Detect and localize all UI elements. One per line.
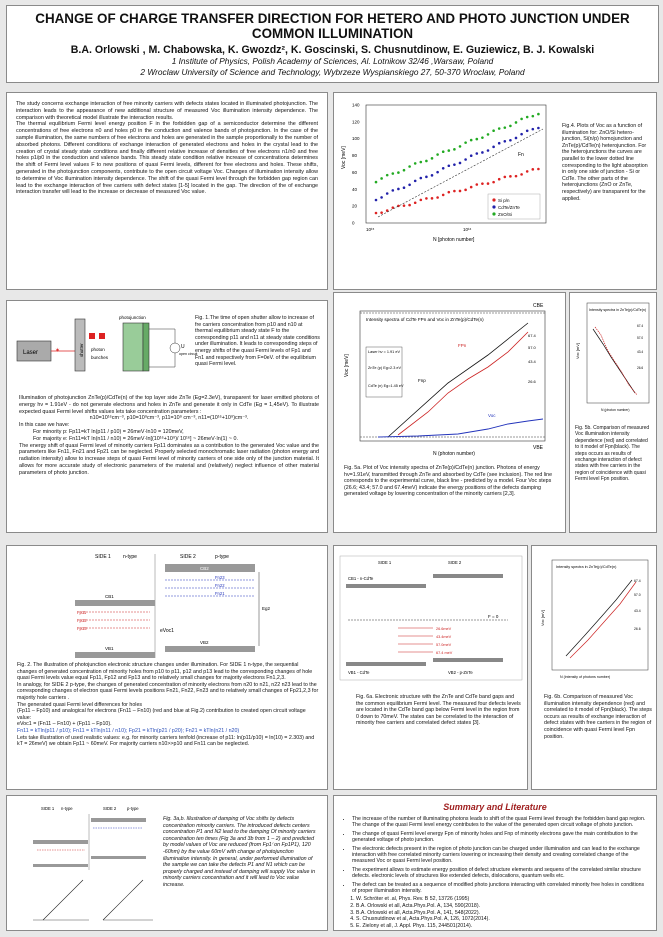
- fig3-ntype: n-type: [61, 806, 73, 811]
- fig4-point: [380, 196, 383, 199]
- fig4-point: [487, 133, 490, 136]
- fig4-point: [380, 177, 383, 180]
- fig4-point: [470, 186, 473, 189]
- fig4-point: [436, 196, 439, 199]
- fig4-point: [448, 149, 451, 152]
- fig2-evoc: eVoc1: [160, 628, 174, 634]
- fig4-legend-1: CdTe/ZnTe: [498, 205, 520, 210]
- laser-label: Laser: [23, 350, 39, 356]
- fig3-panel: [6, 795, 328, 931]
- fig4-point: [459, 162, 462, 165]
- fig4-point: [448, 164, 451, 167]
- affiliation-2: 2 Wroclaw University of Science and Technology, Wybrzeze Wyspianskiego 27, 50-370 Wroclaw, Poland: [140, 67, 525, 77]
- reference-item: 2. B.A. Orlowski et all, Acta.Phys.Pol. A, 134, 590(2018).: [356, 903, 648, 910]
- fig4-legend-0: Si p/n: [498, 198, 510, 203]
- fig5b-panel: [569, 292, 657, 533]
- fig4-legend-2: ZnO/Si: [498, 212, 513, 217]
- fig4-point: [464, 158, 467, 161]
- fig2-fp-2: Fp13: [77, 626, 87, 631]
- fig2-panel: [6, 545, 328, 790]
- fig6a-level-3: 67.4 meV: [436, 651, 453, 655]
- fig4-point: [425, 160, 428, 163]
- fig6a-caption: Fig. 6a. Electronic structure with the ZnTe and CdTe band gaps and the common equilibrium Fermi level. The measured four defects levels are located in the CdTe band gap below Fermi level in the region from 0 down to 70meV. The states can be correlated to the interaction of minority free carriers and correlated defect states [3].: [356, 694, 521, 727]
- fig5a-ylabel: Voc [meV]: [344, 354, 350, 377]
- fig4-point: [453, 190, 456, 193]
- fig4-point: [453, 163, 456, 166]
- fig4-point: [425, 197, 428, 200]
- fig4-point: [442, 150, 445, 153]
- fig4-point: [397, 171, 400, 174]
- fig2-eg2: Eg2: [262, 606, 271, 611]
- fig6a-level-2: 57.0meV: [436, 643, 452, 647]
- fig6a-diagram: [338, 554, 524, 684]
- fig4-point: [414, 162, 417, 165]
- fig5b-tick-3: 26.6: [637, 366, 644, 370]
- fig5a-chart: [338, 297, 563, 462]
- fig2-analogy: In analogy, for SIDE 2 p-type, the changes of generated concentration of minority electrons from n20 to n21, n22 n23 lead to the corresponding changes of electron quasi Fermi levels positions Fn21, Fn22, Fn23 and to relatively small changes of Fp21,2,3 for majority hole carriers .: [17, 681, 319, 701]
- star-icon: ✶: [55, 348, 61, 354]
- fig5b-xlabel: N (photon number): [601, 408, 630, 412]
- fig1-majority: For majority e: Fn11=kT ln(n11 / n10) = 26meV·ln[(10¹⁶+10⁹)/ 10¹⁶] ~ 26meV·ln(1) ~ 0.: [33, 435, 238, 442]
- affiliation-1: 1 Institute of Physics, Polish Academy of Sciences, Al. Lotnikow 32/46 ,Warsaw, Poland: [171, 56, 494, 66]
- fig6a-f0: F = 0: [488, 614, 499, 619]
- fig1-concentrations: n10=10¹⁶cm⁻³, p10=10⁹cm⁻³, p11=10⁹ cm⁻³, n11=(10¹⁶+10⁹)cm⁻³.: [89, 415, 249, 422]
- fig4-point: [420, 161, 423, 164]
- fig4-point: [464, 141, 467, 144]
- fig4-ytick: 0: [352, 220, 355, 226]
- fig4-ytick: 40: [352, 186, 358, 192]
- summary-bullet: • The electronic defects present in the region of photo junction can be charged under illumination and can lead to the exchange interaction with free correlated minority carriers lowering or increasing their density and creating correlated change of the measured Voc or quasi Fermi level position.: [352, 846, 648, 865]
- fig5a-step-0: 67.4: [528, 333, 536, 338]
- fig2-cb2: CB2: [200, 566, 209, 571]
- fig1-body-2: The energy shift of quasi Fermi level of minority carriers Fp11 dominates as a contribution to the generated Voc value and the parameters like Fn11, Fn21 and Fp21 can be neglected. Properly selected monochromatic laser radiation (photon energy and radiation intensity) allow to increase steps of quasi Fermi level of minority carriers of one side only of the junction material. It allows for more accurate study of electronic parameters of the material and (relatively) neglect influence of other material parameters of photo junction.: [19, 442, 319, 476]
- summary-panel: [333, 795, 657, 931]
- references: [342, 896, 648, 929]
- fig4-point: [403, 186, 406, 189]
- fig4-point: [414, 180, 417, 183]
- fig5a-fpn: FPn: [458, 343, 467, 348]
- fig6b-tick-3: 26.6: [634, 627, 641, 631]
- fig5a-cbe: CBE: [533, 303, 544, 309]
- fig4-chart: [338, 99, 558, 254]
- fig5a-xlabel: N (photon number): [433, 451, 475, 457]
- fig4-point: [375, 181, 378, 184]
- fig2-fn-0: Fn23: [215, 575, 225, 580]
- fig4-point: [464, 189, 467, 192]
- fig4-point: [509, 175, 512, 178]
- fig6a-vb2: VB2 - p-ZnTe: [448, 670, 473, 675]
- fig6a-vb1: VB1 - CdTe: [348, 670, 370, 675]
- fig5b-tick-1: 57.0: [637, 336, 644, 340]
- fig4-fn-label: Fn: [518, 152, 524, 158]
- fig4-point: [526, 170, 529, 173]
- fig4-ytick: 120: [352, 119, 360, 125]
- fig4-point: [453, 148, 456, 151]
- fig2-fp-0: Fp11: [77, 610, 87, 615]
- fig1-minority: For minority p: Fp11=kT ln(p11 / p10) = 26meV·ln10 = 120meV,: [33, 428, 184, 435]
- fig4-point: [520, 118, 523, 121]
- intro-paragraph-2: The thermal equilibrium Fermi level energy position F in the forbidden gap of a semiconductor determine the different concentrations of free electrons n0 and holes p0 in the conduction and valence bands of photojunction. In the case of the sample illumination, the same numbers of free electrons and holes are generated in the sample proportionally to the number of absorbed photons. Different conditions of exchange interaction of generated electrons and holes in the crystal lead to the creation of crystal steady state conditions and finally different relative increase of densities of free electrons n1/n0 and free holes p1/p0 in the conduction and valence bands. This steady state condition relative increase of concentrations determines the shift of Fermi level values F to new positions of quasi Fermi levels, different for free electrons and holes. These shifts, generated in the photojunction components, contribute to the open circuit voltage Voc. Changes of illumination intensity allow to determine of Voc illumination intensity dependence. The shift of the quasi Fermi level through the forbidden gap region can lead to the exchange interaction of free carriers with defect states [1-5] located in the gap. The direction of the of exchange interaction transfer will lead to the increase or decrease of measured Voc value.: [16, 121, 318, 196]
- fig4-ytick: 100: [352, 136, 360, 142]
- summary-bullet: • The defect can be treated as a sequence of modified photo junctions interacting with correlated minority free holes in conditions of proper illumination intensity.: [352, 882, 648, 895]
- fig6a-side2: SIDE 2: [448, 560, 462, 565]
- poster-title: CHANGE OF CHARGE TRANSFER DIRECTION FOR HETERO AND PHOTO JUNCTION UNDER COMMON ILLUMINATION: [35, 11, 630, 41]
- fig3-side2: SIDE 2: [103, 806, 117, 811]
- fig3-ptype: p-type: [127, 806, 139, 811]
- fig5b-tick-0: 67.4: [637, 324, 644, 328]
- fig4-point: [532, 168, 535, 171]
- fig4-point: [487, 149, 490, 152]
- fig1-caption: Fig. 1.The time of open shutter allow to increase of fre carriers concentration from p10 and n10 at thermal equilibrium steady state F to the corresponding p11 and n11 at steady state conditions under illumination. It leads to corresponding steps of energy shifts of the quasi Fermi levels of Fp1 and Fn1 and respectively from F=0eV. of the equilibrium quasi Fermi level.: [195, 315, 320, 368]
- fig5b-caption: Fig. 5b. Comparison of measured Voc illumination intensity dependence (red) and correlated to it model of Fpn(black). The steps occurs as results of exchange interaction of defect states with free carriers in the region of coincidence with quasi Fermi level Fpn position.: [575, 425, 650, 483]
- fig5a-step-1: 57.0: [528, 345, 536, 350]
- fig2-vb2: VB2: [200, 640, 209, 645]
- fig2-side1: SIDE 1: [95, 554, 111, 560]
- fig4-point: [470, 139, 473, 142]
- fig4-point: [481, 151, 484, 154]
- fig4-xtick-1: 10¹⁶: [463, 227, 472, 232]
- fig5a-fnp: Fnp: [418, 378, 426, 383]
- fig4-point: [498, 127, 501, 130]
- authors: B.A. Orlowski , M. Chabowska, K. Gwozdz², K. Goscinski, S. Chusnutdinow, E. Guziewicz, B. J. Kowalski: [70, 44, 595, 56]
- fig1-body-1: Illumination of photojunction ZnTe(p)/CdTe(n) of the top layer side ZnTe (Eg=2.3eV), transparent for laser emitted photons of energy hν = 1.91eV - do not generate electrons and holes in ZnTe and generate it only in CdTe (Eg = 1,45eV). To illustrate expected quasi Fermi level shifts values lets take concentration parameters :: [19, 395, 319, 415]
- fig5a-znte: ZnTe (p) Eg=2.3 eV: [368, 366, 402, 370]
- fig5a-vbe: VBE: [533, 445, 544, 451]
- fig4-point: [459, 190, 462, 193]
- fig2-example: Lets take illustration of used realistic values: e.g. for minority carriers tenfold (increase of p11: ln(p11/p10) = ln(10) = 2.303) and kT = 26meV) we obtain Fp11 ~ 60meV. For majority carriers n10>>p10 and Fn11 can be neglected.: [17, 734, 315, 748]
- fig6b-xlabel: N (intensity of photons number): [560, 675, 611, 679]
- summary-title: Summary and Literature: [443, 802, 547, 812]
- summary-bullet: • The change of quasi Fermi level energy Fpn of minority holes and Fnp of minority electrons gave the main contribution to the generated voltage of photo junction.: [352, 831, 648, 844]
- fig4-point: [386, 192, 389, 195]
- fig4-point: [403, 169, 406, 172]
- fig2-evoc-formula: eVoc1 = (Fn11 – Fn10) + (Fp11 – Fp10).: [17, 721, 112, 728]
- fig4-point: [526, 129, 529, 132]
- fig4-point: [492, 181, 495, 184]
- fig5a-inset-title: Intensity spectra of CdTe FPn and Voc in ZnTe(p)/CdTe(n): [366, 317, 484, 322]
- fig4-point: [436, 153, 439, 156]
- reference-item: 5. E. Zielony et all, J. Appl. Phys. 115, 244501(2014).: [356, 923, 648, 930]
- fig3-caption: Fig. 3a,b. Illustration of damping of Voc shifts by defects concentration minority carriers. The introduced defects centers concentration P1 and N2 lead to the damping Of minority carriers concentration ten times (Fig 3a and 3b from 1 – 2) and predicted by model values of Voc are reduced (from Fp1ⁱ on Fp1P1), 120 -60hm) by the value 60mV with change of photojunction illumination intensity. In general, under performed illumination of the sample we can take the defects P1 and N1 which can be properly charged and instead of damping will supply Voc value in minority carriers concentration and it will lead to Voc value increase.: [163, 816, 316, 888]
- fig4-legend: [488, 194, 540, 219]
- fig5a-cdte: CdTe (n) Eg=1.45 eV: [368, 384, 404, 388]
- fig4-point: [492, 129, 495, 132]
- fig6a-level-0: 26.6meV: [436, 627, 452, 631]
- summary-bullet: • The experiment allows to estimate energy position of defect structure elements and sequens of the correlated similar structure defects. electronic levels of structures like extended defects, dislocations, quantum wells etc.: [352, 867, 648, 880]
- fig4-point: [498, 142, 501, 145]
- fig4-point: [532, 115, 535, 118]
- fig4-point: [392, 189, 395, 192]
- fig4-point: [442, 194, 445, 197]
- fig4-xlabel: N [photon number]: [433, 237, 475, 243]
- photon-label: photon: [91, 347, 105, 352]
- shutter-label: shutter: [79, 343, 84, 357]
- fig6b-caption: Fig. 6b. Comparison of measured Voc illumination intensity dependence (red) and correlated to it model of Fpn(black). The steps occurs as results of exchange interaction of defect states with free carriers in the region of coincidence with quasi Fermi level Fpn position.: [544, 694, 652, 740]
- fig1-case: In this case we have:: [19, 422, 70, 429]
- fig2-fn-1: Fn22: [215, 583, 225, 588]
- fig4-point: [526, 116, 529, 119]
- open-circuit-label: open circuit: [179, 352, 198, 356]
- fig4-point: [392, 172, 395, 175]
- fig5a-laser: Laser hν = 1.91 eV: [368, 350, 400, 354]
- fig5b-tick-2: 43.4: [637, 350, 644, 354]
- fig6a-side1: SIDE 1: [378, 560, 392, 565]
- fig2-side2: SIDE 2: [180, 554, 196, 560]
- fig4-point: [470, 154, 473, 157]
- intro-panel: [6, 92, 328, 290]
- fig3-side1: SIDE 1: [41, 806, 55, 811]
- fig5b-ylabel: Voc [mV]: [575, 342, 580, 359]
- fig4-point: [442, 167, 445, 170]
- fig5b-chart: [573, 299, 655, 419]
- fig4-point: [476, 183, 479, 186]
- fig4-ytick: 80: [352, 153, 358, 159]
- fig4-point: [476, 138, 479, 141]
- fig5a-voc: Voc: [488, 413, 496, 418]
- fig4-point: [515, 175, 518, 178]
- fig4-point: [408, 184, 411, 187]
- fig2-ptype: p-type: [215, 554, 229, 560]
- fig2-vb1: VB1: [105, 646, 114, 651]
- fig4-point: [431, 197, 434, 200]
- u-label: U: [181, 344, 185, 350]
- fig4-point: [532, 128, 535, 131]
- reference-item: 1. W. Schröter et .al, Phys. Rev. B 52, 13726 (1995): [356, 896, 648, 903]
- fig4-point: [436, 171, 439, 174]
- fig4-point: [420, 177, 423, 180]
- fig4-point: [476, 152, 479, 155]
- fig4-point: [520, 133, 523, 136]
- fig2-gen: The generated quasi Fermi level differences for holes: [17, 701, 143, 708]
- fig6b-tick-1: 57.0: [634, 593, 641, 597]
- fig4-point: [537, 168, 540, 171]
- fig4-point: [425, 176, 428, 179]
- fig4-point: [504, 176, 507, 179]
- fig4-point: [448, 191, 451, 194]
- fig4-point: [403, 204, 406, 207]
- fig5a-step-2: 43.4: [528, 359, 536, 364]
- fig6a-panel: [333, 545, 528, 790]
- fig4-point: [408, 165, 411, 168]
- fig4-point: [459, 145, 462, 148]
- fig4-point: [380, 211, 383, 214]
- fig4-point: [420, 199, 423, 202]
- fig3-diagram: [13, 800, 161, 928]
- fig4-point: [492, 146, 495, 149]
- fig4-point: [481, 136, 484, 139]
- poster-header: [6, 5, 659, 83]
- fig4-point: [408, 204, 411, 207]
- fig6b-title: Intensity spectra in ZnTe(p)/CdTe(n): [556, 565, 617, 569]
- fig4-point: [515, 137, 518, 140]
- fig6b-tick-0: 67.4: [634, 579, 641, 583]
- fig4-point: [537, 113, 540, 116]
- fig4-caption: Fig.4. Plots of Voc as a function of illumination for: ZnO/Si hetero-junction, Si(n/p) homojunction and ZnTe(p)/CdTe(n) heterojunction. For the heterojunctions the curves are parallel to the lower dotted line corresponding to the light absorption in only one side of junction - Si or CdTe. The other parts of the heterojunctions (ZnO or ZnTe, respectively) are transparent for the applied.: [562, 123, 648, 202]
- fig4-point: [509, 125, 512, 128]
- fig6a-cb1: CB1 - n-CdTe: [348, 576, 374, 581]
- fig4-point: [504, 126, 507, 129]
- fig4-point: [397, 188, 400, 191]
- fig2-formulas: Fn11 = kTln(p11 / p10); Fn11 = kTln(n11 / n10); Fp21 = kTln(p21 / p20); Fn21 = kTln(n21 / n20): [17, 727, 240, 734]
- reference-item: 3. B.A. Orlowski et all, Acta.Phys.Pol. A, 141, 548(2022).: [356, 910, 648, 917]
- fig4-point: [509, 139, 512, 142]
- intro-paragraph-1: The study concerns exchange interaction of free minority carriers with defects states located in illuminated photojunction. The interaction leads to the appearance of new additional structure of measured Voc illumination intensity dependence. The comparison with theoretical model illustrate the interaction results.: [16, 101, 318, 121]
- fig4-point: [386, 174, 389, 177]
- fig4-point: [375, 199, 378, 202]
- fig4-point: [520, 173, 523, 176]
- fig4-xtick-0: 10¹⁵: [366, 227, 375, 232]
- bunches-label: bunches: [91, 355, 109, 360]
- fig4-ytick: 140: [352, 102, 360, 108]
- fig2-fn-2: Fn21: [215, 591, 225, 596]
- fig5a-caption: Fig. 5a. Plot of Voc intensity spectra of ZnTe(p)/CdTe(n) junction. Photons of energy hν=1.91eV, transmitted through ZnTe and absorbed by CdTe (see inclusion). The red line corresponds to the experimental curve, black line - predicted by a model. Four Voc steps (26.6; 43.4; 57.0 and 67.4meV) indicate the energy positions of the defects damping generated voltage by lowering concentration of the minority carriers [2,3].: [344, 465, 553, 498]
- fig4-point: [414, 201, 417, 204]
- fig5a-step-3: 26.6: [528, 379, 536, 384]
- fig2-gen2: (Fp11 – Fp10) and analogical for electrons (Fn11 – Fn10) (red and blue at Fig.2) contribution to created open circuit voltage value:: [17, 708, 306, 721]
- fig6b-tick-2: 43.4: [634, 609, 641, 613]
- fig6b-chart: [536, 556, 654, 684]
- fig4-point: [431, 157, 434, 160]
- fig5a-panel: [333, 292, 566, 533]
- fig4-ytick: 60: [352, 169, 358, 175]
- fig4-panel: [333, 92, 657, 290]
- fig6a-level-1: 43.4meV: [436, 635, 452, 639]
- fig4-ytick: 20: [352, 203, 358, 209]
- fig2-fp-1: Fp12: [77, 618, 87, 623]
- fig4-point: [498, 178, 501, 181]
- photojunction-label: photojunction: [119, 315, 146, 320]
- fig4-point: [375, 212, 378, 215]
- fig4-point: [431, 174, 434, 177]
- fig4-point: [504, 140, 507, 143]
- fig2-cb1: CB1: [105, 594, 114, 599]
- fig4-point: [487, 182, 490, 185]
- fig1-diagram: [15, 309, 198, 389]
- fig6b-ylabel: Voc [mV]: [540, 609, 545, 626]
- fig4-point: [537, 127, 540, 130]
- fig4-point: [481, 182, 484, 185]
- fig2-ntype: n-type: [123, 554, 137, 560]
- fig1-panel: [6, 300, 328, 533]
- reference-item: 4. S. Chusnutdinow et al, Acta.Phys.Pol. A, 126, 1072(2014).: [356, 916, 648, 923]
- fig4-ylabel: Voc [meV]: [341, 146, 347, 169]
- fig5b-title: Intensity spectra in ZnTe(p)/CdTe(n): [589, 308, 647, 312]
- fig4-point: [515, 121, 518, 124]
- fig6b-panel: [531, 545, 657, 790]
- summary-bullets: [342, 816, 648, 894]
- fig2-caption: Fig. 2. The illustration of photojunction electronic structure changes under illumination. For SIDE 1 n-type, the sequential changes of generated concentration of minority holes from p10 to p11, p12 and p13 lead to the corresponding changes of hole quasi Fermi levels value equal Fp11, Fp12 and Fp13 and to relatively small changes for majority electrons Fn1,2,3.: [17, 662, 313, 682]
- fig2-diagram: [15, 550, 315, 660]
- summary-bullet: • The increase of the number of illuminating photons leads to shift of the quasi Fermi level through the forbidden band gap region. The change of the quasi Fermi level energy contributes to the value of the generated open circuit voltage of photo junction.: [352, 816, 648, 829]
